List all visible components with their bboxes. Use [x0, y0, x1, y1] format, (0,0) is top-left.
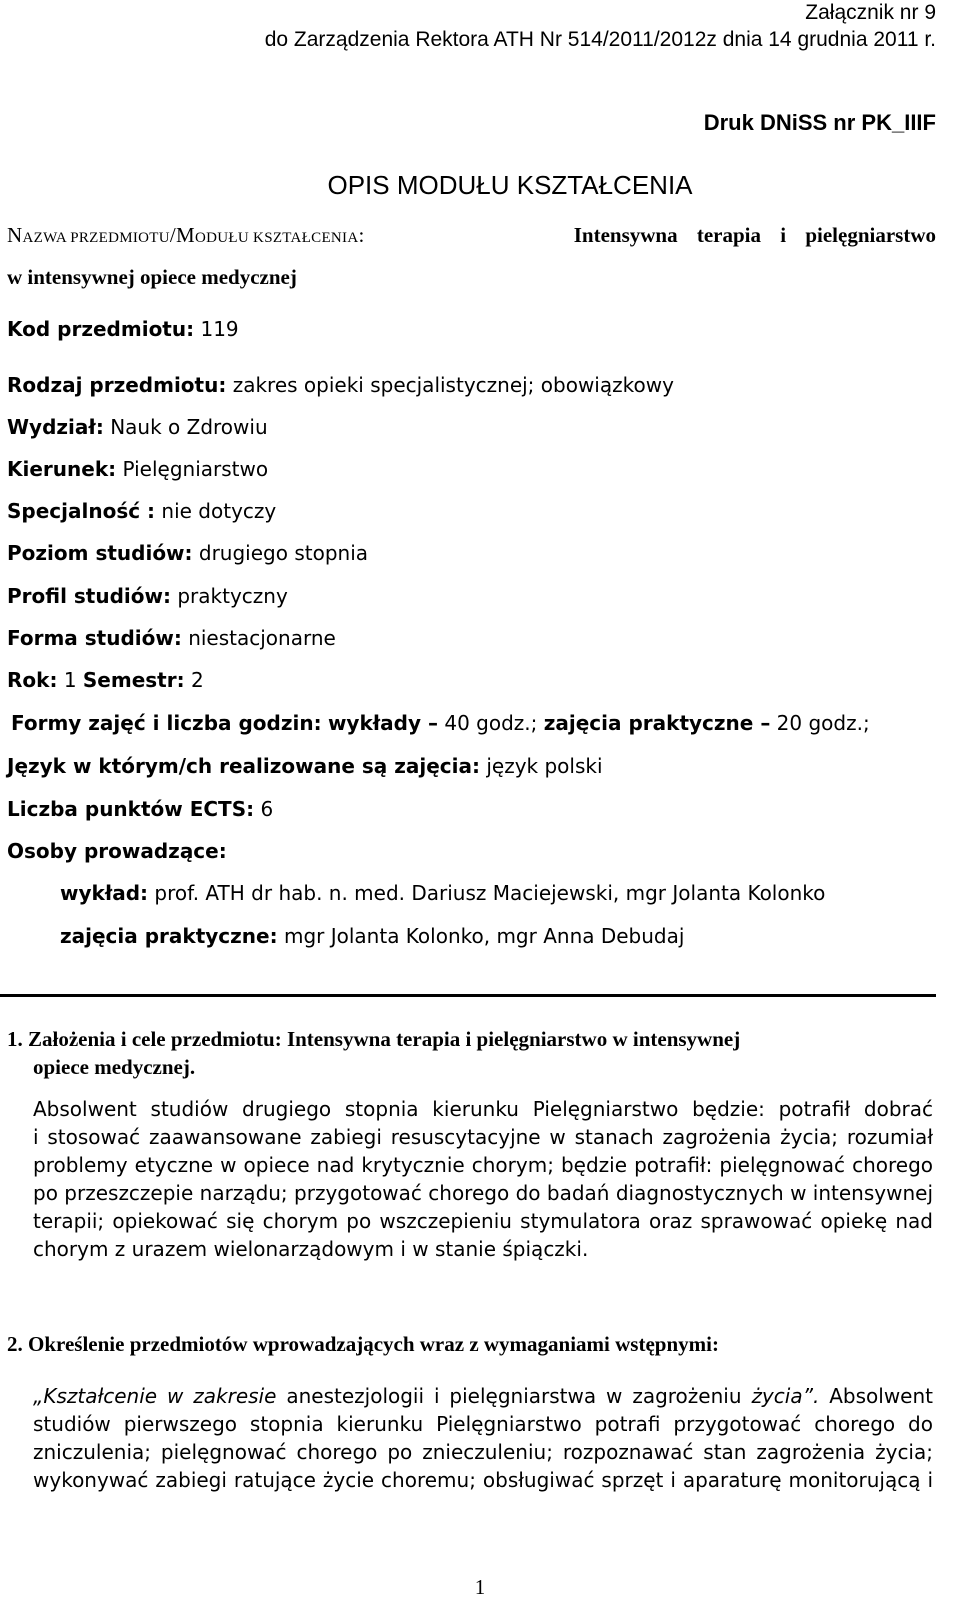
annex-number: Załącznik nr 9: [805, 1, 936, 24]
practical-teachers: zajęcia praktyczne: mgr Jolanta Kolonko, mgr Anna Debudaj: [60, 924, 685, 948]
study-form: Forma studiów: niestacjonarne: [7, 626, 336, 650]
paragraph-line: Absolwent studiów drugiego stopnia kierunku Pielęgniarstwo będzie: potrafił dobrać: [33, 1097, 933, 1121]
course-name-value: Intensywna terapia i pielęgniarstwo: [573, 223, 936, 247]
paragraph-line: i stosować zaawansowane zabiegi resuscytacyjne w stanach zagrożenia życia; rozumiał: [33, 1125, 933, 1149]
course-type: Rodzaj przedmiotu: zakres opieki specjalistycznej; obowiązkowy: [7, 373, 674, 397]
section-divider: [0, 994, 936, 997]
teachers-label: Osoby prowadzące:: [7, 839, 227, 863]
course-name-label: NAZWA PRZEDMIOTU/MODUŁU KSZTAŁCENIA:: [7, 223, 365, 247]
specialization: Specjalność : nie dotyczy: [7, 499, 277, 523]
field-of-study: Kierunek: Pielęgniarstwo: [7, 457, 269, 481]
study-profile: Profil studiów: praktyczny: [7, 584, 288, 608]
course-name-line: [7, 222, 936, 251]
form-code: Druk DNiSS nr PK_IIIF: [703, 110, 936, 135]
study-level: Poziom studiów: drugiego stopnia: [7, 541, 369, 565]
section-1-heading: 1. Założenia i cele przedmiotu: Intensywna terapia i pielęgniarstwo w intensywnej: [7, 1027, 741, 1051]
faculty: Wydział: Nauk o Zdrowiu: [7, 415, 268, 439]
section-2-body: [33, 1382, 933, 1494]
paragraph-line: „Kształcenie w zakresie anestezjologii i pielęgniarstwa w zagrożeniu życia”. Absolwent: [33, 1384, 934, 1408]
paragraph-line: zniczulenia; pielęgnować chorego po znieczuleniu; rozpoznawać stan zagrożenia życia;: [33, 1440, 933, 1464]
lecture-teachers: wykład: prof. ATH dr hab. n. med. Dariusz Maciejewski, mgr Jolanta Kolonko: [60, 881, 826, 905]
section-2-heading: 2. Określenie przedmiotów wprowadzających wraz z wymaganiami wstępnymi:: [7, 1332, 719, 1356]
paragraph-line: problemy etyczne w opiece nad krytycznie chorym; będzie potrafił: pielęgnować chorego: [33, 1153, 933, 1177]
course-language: Język w którym/ch realizowane są zajęcia: język polski: [7, 754, 603, 778]
year-semester: Rok: 1 Semestr: 2: [7, 668, 204, 692]
regulation-reference: do Zarządzenia Rektora ATH Nr 514/2011/2012z dnia 14 grudnia 2011 r.: [264, 28, 936, 51]
course-code: Kod przedmiotu: 119: [7, 317, 239, 341]
page-title: OPIS MODUŁU KSZTAŁCENIA: [327, 170, 693, 200]
class-forms: Formy zajęć i liczba godzin: wykłady – 40 godz.; zajęcia praktyczne – 20 godz.;: [11, 711, 870, 735]
page-number: 1: [474, 1575, 486, 1599]
course-name-value-cont: w intensywnej opiece medycznej: [7, 265, 297, 289]
section-1-body: [33, 1095, 933, 1263]
paragraph-line: po przeszczepie narządu; przygotować chorego do badań diagnostycznych w intensywnej: [33, 1181, 933, 1205]
paragraph-line: wykonywać zabiegi ratujące życie choremu; obsługiwać sprzęt i aparaturę monitorującą i: [33, 1468, 933, 1492]
section-1-heading-cont: opiece medycznej.: [33, 1055, 196, 1079]
ects-points: Liczba punktów ECTS: 6: [7, 797, 274, 821]
paragraph-line: studiów pierwszego stopnia kierunku Pielęgniarstwo potrafi przygotować chorego do: [33, 1412, 933, 1436]
paragraph-line: terapii; opiekować się chorym po wszczepieniu stymulatora oraz sprawować opiekę nad: [33, 1209, 933, 1233]
paragraph-line: chorym z urazem wielonarządowym i w stanie śpiączki.: [33, 1237, 589, 1261]
